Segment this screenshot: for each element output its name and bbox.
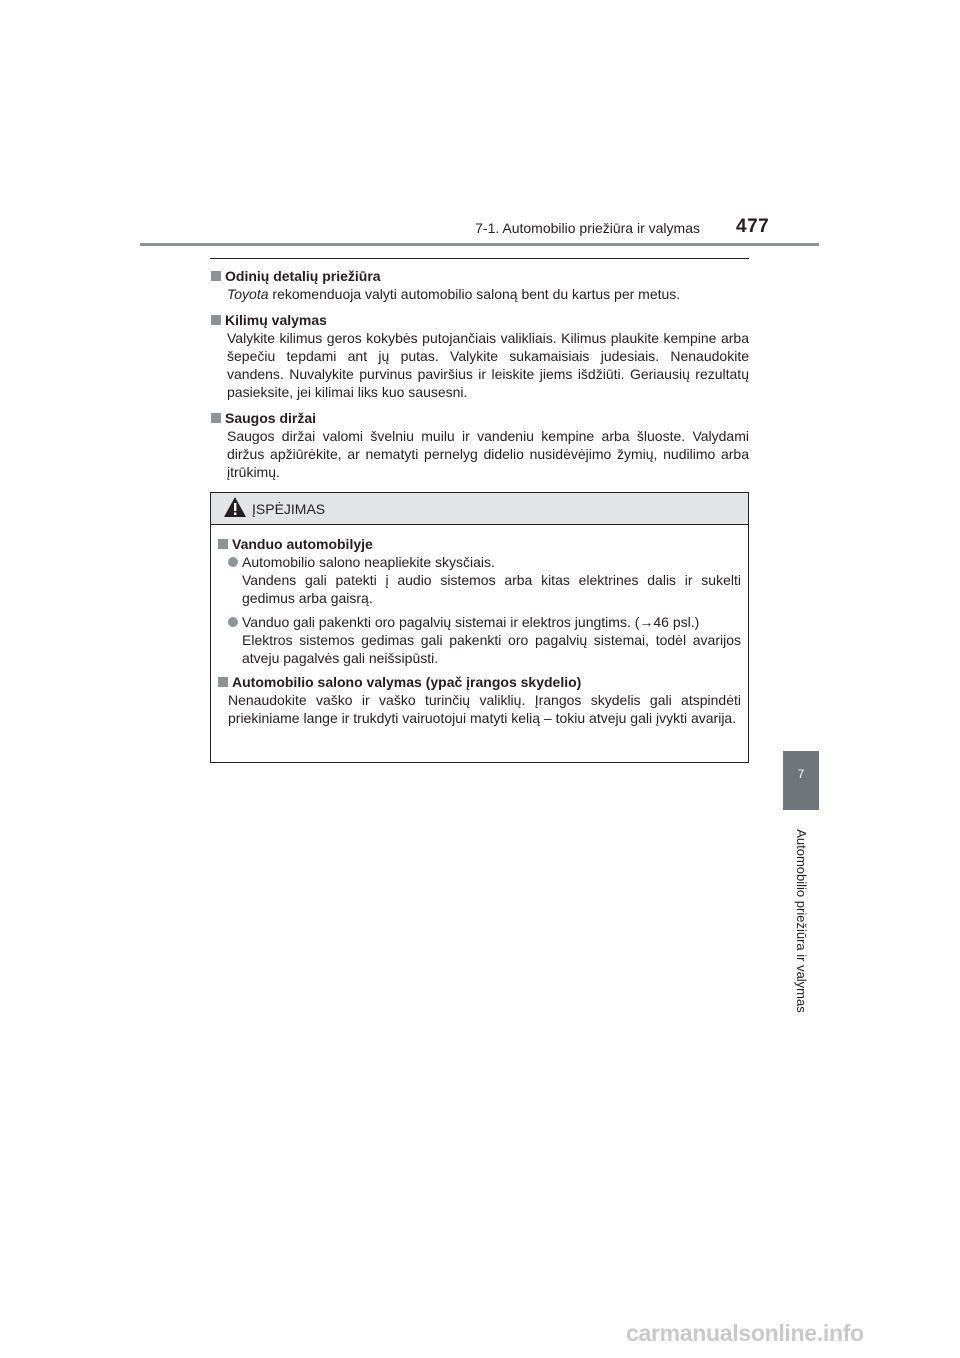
chapter-side-label: Automobilio priežiūra ir valymas [794, 829, 809, 1013]
square-bullet-icon [211, 315, 221, 325]
brand-name: Toyota [227, 286, 269, 302]
warning-box [210, 492, 749, 763]
section-heading [210, 267, 749, 285]
warning-section-heading [217, 535, 741, 553]
warning-header [211, 493, 748, 525]
warning-section-heading-text: Vanduo automobilyje [232, 536, 373, 552]
chapter-tab [783, 751, 819, 810]
warning-section-heading-text: Automobilio salono valymas (ypač įrangos skydelio) [232, 674, 582, 690]
square-bullet-icon [218, 677, 228, 687]
warning-section-heading [217, 673, 741, 691]
header-section-title: 7-1. Automobilio priežiūra ir valymas [475, 220, 700, 236]
warning-title: ĮSPĖJIMAS [252, 501, 326, 517]
warning-content [211, 525, 748, 727]
watermark: carmanualsonline.info [626, 1320, 864, 1346]
section-body [227, 285, 749, 303]
warning-triangle-icon [224, 497, 246, 518]
dot-bullet-icon [228, 557, 238, 567]
section-body-text: rekomenduoja valyti automobilio saloną bent du kartus per metus. [268, 286, 681, 302]
content-top-rule [210, 258, 749, 259]
section-heading [210, 311, 749, 329]
section-body: Saugos diržai valomi švelniu muilu ir vandeniu kempine arba šluoste. Valydami diržus apžiūrėkite, ar nematyti pernelyg didelio nusidėvėjimo žymių, nudilimo arba įtrūkimų. [227, 428, 749, 480]
section-heading-text: Kilimų valymas [225, 312, 327, 328]
warning-section-water [217, 535, 741, 667]
square-bullet-icon [211, 413, 221, 423]
section-seat-belts [210, 409, 749, 481]
section-heading-text: Saugos diržai [225, 410, 317, 426]
warning-list-item [228, 553, 741, 607]
warning-section-interior-cleaning [217, 673, 741, 727]
warning-item-text: Vanduo gali pakenkti oro pagalvių sistemai ir elektros jungtims. (→46 psl.) Elektros sistemos gedimas gali pakenkti oro pagalvių sistemai, todėl avarijos atveju pagalvės gali neišsipūsti. [242, 614, 741, 666]
section-body: Valykite kilimus geros kokybės putojančiais valikliais. Kilimus plaukite kempine arba šepečiu tepdami ant jų putas. Valykite sukamaisiais judesiais. Nenaudokite vandens. Nuvalykite purvinus paviršius ir leiskite jiems išdžiūti. Geriausių rezultatų pasieksite, jei kilimai liks kuo sausesni. [227, 330, 749, 400]
section-carpet-cleaning [210, 311, 749, 401]
warning-list-item [228, 613, 741, 667]
section-heading [210, 409, 749, 427]
chapter-tab-number: 7 [797, 767, 805, 781]
dot-bullet-icon [228, 617, 238, 627]
header-rule [140, 243, 819, 246]
section-leather-care [210, 267, 749, 303]
square-bullet-icon [211, 271, 221, 281]
page-number: 477 [736, 216, 770, 237]
main-content [210, 258, 749, 489]
square-bullet-icon [218, 539, 228, 549]
section-heading-text: Odinių detalių priežiūra [225, 268, 381, 284]
warning-section-body: Nenaudokite vaško ir vaško turinčių valiklių. Įrangos skydelis gali atspindėti priekiniame lange ir trukdyti vairuotojui matyti kelią – tokiu atveju gali įvykti avarija. [228, 692, 741, 726]
warning-item-text: Automobilio salono neapliekite skysčiais. Vandens gali patekti į audio sistemos arba kitas elektrines dalis ir sukelti gedimus arba gaisrą. [242, 554, 741, 606]
